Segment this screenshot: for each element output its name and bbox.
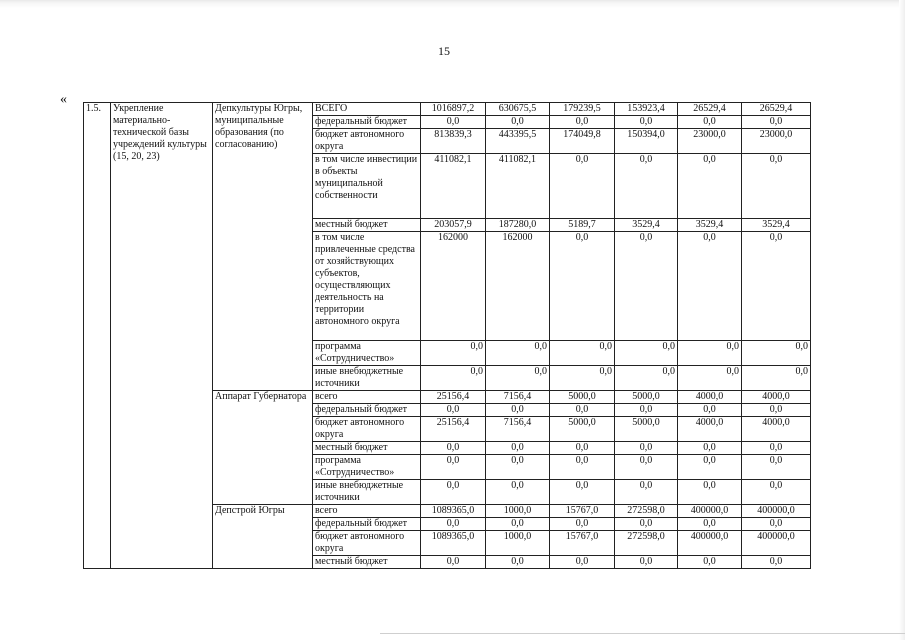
value-cell: 630675,5 — [486, 103, 550, 116]
value-cell: 0,0 — [678, 366, 742, 391]
value-cell: 1089365,0 — [421, 531, 486, 556]
value-cell: 272598,0 — [615, 505, 678, 518]
value-cell: 0,0 — [550, 518, 615, 531]
source-label-cell: в том числе инвестиции в объекты муниципальной собственности — [313, 154, 421, 219]
budget-table — [83, 102, 811, 569]
value-cell: 162000 — [486, 232, 550, 341]
source-label-cell: бюджет автономного округа — [313, 417, 421, 442]
value-cell: 0,0 — [486, 556, 550, 569]
value-cell: 7156,4 — [486, 391, 550, 404]
executor-cell: Депкультуры Югры, муниципальные образования (по согласованию) — [213, 103, 313, 391]
value-cell: 0,0 — [421, 518, 486, 531]
source-label-cell: программа «Сотрудничество» — [313, 455, 421, 480]
value-cell: 400000,0 — [678, 505, 742, 518]
row-number-cell: 1.5. — [84, 103, 111, 569]
source-label-cell: иные внебюджетные источники — [313, 480, 421, 505]
value-cell: 15767,0 — [550, 531, 615, 556]
source-label-cell: федеральный бюджет — [313, 116, 421, 129]
value-cell: 0,0 — [486, 404, 550, 417]
value-cell: 0,0 — [742, 232, 811, 341]
value-cell: 7156,4 — [486, 417, 550, 442]
value-cell: 0,0 — [421, 556, 486, 569]
source-label-cell: местный бюджет — [313, 442, 421, 455]
value-cell: 203057,9 — [421, 219, 486, 232]
value-cell: 0,0 — [742, 518, 811, 531]
value-cell: 179239,5 — [550, 103, 615, 116]
value-cell: 0,0 — [615, 341, 678, 366]
value-cell: 3529,4 — [615, 219, 678, 232]
value-cell: 187280,0 — [486, 219, 550, 232]
value-cell: 0,0 — [742, 366, 811, 391]
value-cell: 400000,0 — [678, 531, 742, 556]
value-cell: 3529,4 — [742, 219, 811, 232]
value-cell: 0,0 — [550, 442, 615, 455]
value-cell: 0,0 — [615, 116, 678, 129]
value-cell: 0,0 — [742, 154, 811, 219]
value-cell: 0,0 — [678, 232, 742, 341]
value-cell: 411082,1 — [486, 154, 550, 219]
value-cell: 5000,0 — [550, 391, 615, 404]
value-cell: 0,0 — [678, 116, 742, 129]
value-cell: 150394,0 — [615, 129, 678, 154]
row-title-cell: Укрепление материально-технической базы учреждений культуры (15, 20, 23) — [111, 103, 213, 569]
value-cell: 0,0 — [615, 442, 678, 455]
source-label-cell: всего — [313, 391, 421, 404]
value-cell: 4000,0 — [742, 391, 811, 404]
value-cell: 0,0 — [742, 556, 811, 569]
value-cell: 26529,4 — [678, 103, 742, 116]
page-number: 15 — [438, 44, 450, 58]
source-label-cell: федеральный бюджет — [313, 404, 421, 417]
source-label-cell: бюджет автономного округа — [313, 531, 421, 556]
value-cell: 4000,0 — [678, 417, 742, 442]
value-cell: 0,0 — [678, 455, 742, 480]
value-cell: 272598,0 — [615, 531, 678, 556]
source-label-cell: программа «Сотрудничество» — [313, 341, 421, 366]
value-cell: 0,0 — [742, 116, 811, 129]
value-cell: 15767,0 — [550, 505, 615, 518]
value-cell: 0,0 — [550, 556, 615, 569]
value-cell: 0,0 — [421, 442, 486, 455]
value-cell: 0,0 — [486, 442, 550, 455]
value-cell: 4000,0 — [678, 391, 742, 404]
value-cell: 1000,0 — [486, 505, 550, 518]
value-cell: 0,0 — [678, 518, 742, 531]
scan-bottom-line — [380, 633, 905, 634]
value-cell: 5000,0 — [615, 391, 678, 404]
value-cell: 0,0 — [550, 154, 615, 219]
value-cell: 0,0 — [678, 404, 742, 417]
value-cell: 0,0 — [550, 480, 615, 505]
source-label-cell: ВСЕГО — [313, 103, 421, 116]
value-cell: 1000,0 — [486, 531, 550, 556]
value-cell: 0,0 — [678, 154, 742, 219]
value-cell: 0,0 — [615, 455, 678, 480]
source-label-cell: всего — [313, 505, 421, 518]
value-cell: 25156,4 — [421, 417, 486, 442]
value-cell: 0,0 — [615, 366, 678, 391]
value-cell: 0,0 — [678, 480, 742, 505]
value-cell: 0,0 — [678, 341, 742, 366]
value-cell: 5189,7 — [550, 219, 615, 232]
value-cell: 0,0 — [421, 341, 486, 366]
value-cell: 0,0 — [421, 404, 486, 417]
value-cell: 400000,0 — [742, 505, 811, 518]
opening-quote-mark: « — [60, 92, 67, 107]
value-cell: 0,0 — [615, 518, 678, 531]
value-cell: 153923,4 — [615, 103, 678, 116]
value-cell: 0,0 — [742, 341, 811, 366]
budget-table-body — [84, 103, 811, 569]
executor-cell: Депстрой Югры — [213, 505, 313, 569]
value-cell: 174049,8 — [550, 129, 615, 154]
value-cell: 0,0 — [550, 366, 615, 391]
value-cell: 0,0 — [421, 480, 486, 505]
value-cell: 25156,4 — [421, 391, 486, 404]
value-cell: 0,0 — [742, 480, 811, 505]
value-cell: 0,0 — [615, 404, 678, 417]
value-cell: 0,0 — [421, 366, 486, 391]
value-cell: 0,0 — [678, 442, 742, 455]
value-cell: 0,0 — [742, 442, 811, 455]
scan-right-edge — [899, 0, 905, 640]
source-label-cell: бюджет автономного округа — [313, 129, 421, 154]
value-cell: 23000,0 — [742, 129, 811, 154]
value-cell: 0,0 — [550, 341, 615, 366]
source-label-cell: федеральный бюджет — [313, 518, 421, 531]
value-cell: 4000,0 — [742, 417, 811, 442]
executor-cell: Аппарат Губернатора — [213, 391, 313, 505]
value-cell: 0,0 — [486, 480, 550, 505]
value-cell: 400000,0 — [742, 531, 811, 556]
value-cell: 0,0 — [421, 116, 486, 129]
value-cell: 0,0 — [550, 116, 615, 129]
value-cell: 0,0 — [742, 404, 811, 417]
source-label-cell: местный бюджет — [313, 219, 421, 232]
value-cell: 0,0 — [550, 404, 615, 417]
value-cell: 411082,1 — [421, 154, 486, 219]
value-cell: 0,0 — [615, 480, 678, 505]
value-cell: 813839,3 — [421, 129, 486, 154]
value-cell: 0,0 — [742, 455, 811, 480]
value-cell: 26529,4 — [742, 103, 811, 116]
value-cell: 0,0 — [486, 366, 550, 391]
source-label-cell: местный бюджет — [313, 556, 421, 569]
value-cell: 443395,5 — [486, 129, 550, 154]
value-cell: 0,0 — [678, 556, 742, 569]
value-cell: 23000,0 — [678, 129, 742, 154]
value-cell: 0,0 — [486, 341, 550, 366]
value-cell: 0,0 — [486, 116, 550, 129]
value-cell: 0,0 — [615, 154, 678, 219]
value-cell: 0,0 — [550, 232, 615, 341]
scan-top-edge — [0, 0, 905, 8]
value-cell: 0,0 — [486, 455, 550, 480]
value-cell: 0,0 — [486, 518, 550, 531]
value-cell: 0,0 — [550, 455, 615, 480]
value-cell: 1016897,2 — [421, 103, 486, 116]
source-label-cell: иные внебюджетные источники — [313, 366, 421, 391]
value-cell: 0,0 — [615, 556, 678, 569]
value-cell: 5000,0 — [615, 417, 678, 442]
value-cell: 162000 — [421, 232, 486, 341]
value-cell: 0,0 — [615, 232, 678, 341]
value-cell: 1089365,0 — [421, 505, 486, 518]
source-label-cell: в том числе привлеченные средства от хозяйствующих субъектов, осуществляющих деятельность на территории автономного округа — [313, 232, 421, 341]
table-row — [84, 103, 811, 116]
value-cell: 5000,0 — [550, 417, 615, 442]
value-cell: 3529,4 — [678, 219, 742, 232]
value-cell: 0,0 — [421, 455, 486, 480]
